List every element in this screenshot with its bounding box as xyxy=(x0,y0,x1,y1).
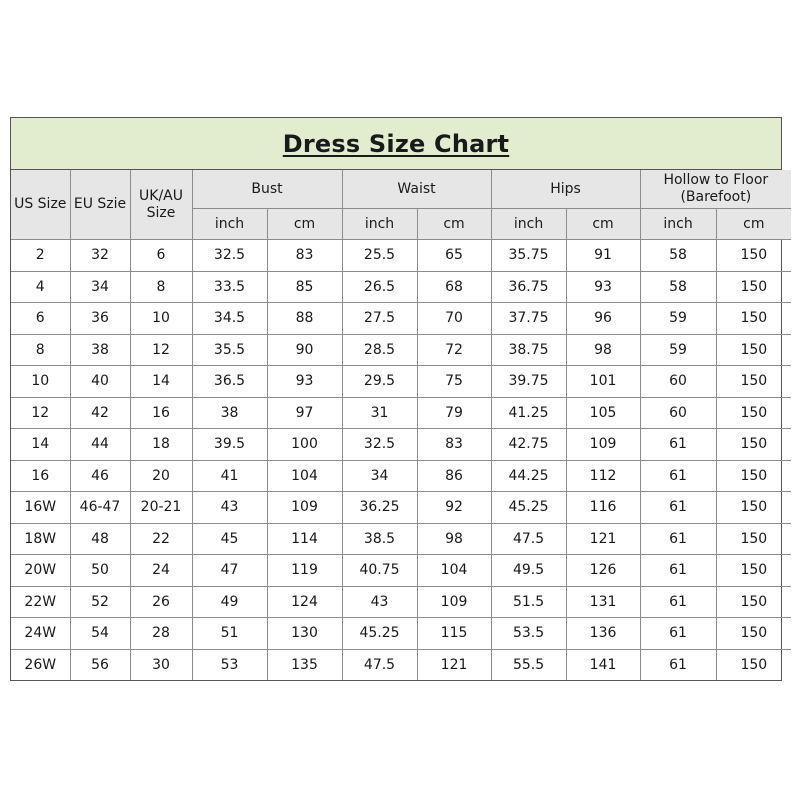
table-cell: 50 xyxy=(70,555,130,587)
table-cell: 26 xyxy=(130,586,192,618)
table-cell: 61 xyxy=(640,649,716,680)
table-cell: 150 xyxy=(716,334,791,366)
table-cell: 35.5 xyxy=(192,334,267,366)
header-hollow-line1: Hollow to Floor xyxy=(663,172,769,188)
table-cell: 49 xyxy=(192,586,267,618)
table-cell: 60 xyxy=(640,397,716,429)
table-cell: 8 xyxy=(11,334,70,366)
table-cell: 32.5 xyxy=(192,240,267,272)
table-cell: 124 xyxy=(267,586,342,618)
table-cell: 40.75 xyxy=(342,555,417,587)
table-cell: 41 xyxy=(192,460,267,492)
table-cell: 42.75 xyxy=(491,429,566,461)
table-cell: 72 xyxy=(417,334,491,366)
table-cell: 43 xyxy=(192,492,267,524)
header-us-size: US Size xyxy=(11,170,70,240)
table-cell: 58 xyxy=(640,240,716,272)
table-cell: 53.5 xyxy=(491,618,566,650)
table-cell: 4 xyxy=(11,271,70,303)
table-row xyxy=(11,240,791,272)
unit-header: inch xyxy=(192,209,267,240)
header-ukau-size xyxy=(130,170,192,240)
header-hollow-to-floor xyxy=(640,170,791,209)
table-cell: 60 xyxy=(640,366,716,398)
table-cell: 93 xyxy=(566,271,640,303)
unit-header: cm xyxy=(267,209,342,240)
table-cell: 105 xyxy=(566,397,640,429)
table-cell: 28 xyxy=(130,618,192,650)
table-cell: 38 xyxy=(70,334,130,366)
table-cell: 131 xyxy=(566,586,640,618)
table-cell: 55.5 xyxy=(491,649,566,680)
table-cell: 150 xyxy=(716,303,791,335)
table-cell: 14 xyxy=(130,366,192,398)
table-cell: 47.5 xyxy=(342,649,417,680)
table-row xyxy=(11,366,791,398)
table-cell: 56 xyxy=(70,649,130,680)
table-cell: 91 xyxy=(566,240,640,272)
table-cell: 141 xyxy=(566,649,640,680)
size-table xyxy=(11,170,791,680)
table-cell: 58 xyxy=(640,271,716,303)
table-cell: 116 xyxy=(566,492,640,524)
table-cell: 45.25 xyxy=(491,492,566,524)
table-cell: 44 xyxy=(70,429,130,461)
table-cell: 42 xyxy=(70,397,130,429)
unit-header: inch xyxy=(640,209,716,240)
table-cell: 88 xyxy=(267,303,342,335)
table-cell: 24W xyxy=(11,618,70,650)
table-cell: 16 xyxy=(130,397,192,429)
table-cell: 70 xyxy=(417,303,491,335)
header-ukau-line1: UK/AU xyxy=(139,187,183,204)
table-cell: 34 xyxy=(342,460,417,492)
table-cell: 150 xyxy=(716,271,791,303)
header-bust: Bust xyxy=(192,170,342,209)
table-cell: 24 xyxy=(130,555,192,587)
table-cell: 8 xyxy=(130,271,192,303)
table-cell: 6 xyxy=(11,303,70,335)
table-cell: 6 xyxy=(130,240,192,272)
table-cell: 39.5 xyxy=(192,429,267,461)
table-cell: 59 xyxy=(640,334,716,366)
table-cell: 28.5 xyxy=(342,334,417,366)
table-cell: 59 xyxy=(640,303,716,335)
table-cell: 150 xyxy=(716,366,791,398)
table-cell: 121 xyxy=(417,649,491,680)
table-cell: 75 xyxy=(417,366,491,398)
table-cell: 47.5 xyxy=(491,523,566,555)
table-cell: 96 xyxy=(566,303,640,335)
table-cell: 86 xyxy=(417,460,491,492)
table-row xyxy=(11,334,791,366)
table-cell: 54 xyxy=(70,618,130,650)
table-cell: 61 xyxy=(640,492,716,524)
table-cell: 83 xyxy=(267,240,342,272)
table-cell: 109 xyxy=(566,429,640,461)
table-cell: 26W xyxy=(11,649,70,680)
table-cell: 36 xyxy=(70,303,130,335)
table-cell: 41.25 xyxy=(491,397,566,429)
table-cell: 114 xyxy=(267,523,342,555)
table-cell: 68 xyxy=(417,271,491,303)
table-cell: 22W xyxy=(11,586,70,618)
table-cell: 150 xyxy=(716,429,791,461)
table-cell: 36.5 xyxy=(192,366,267,398)
table-cell: 121 xyxy=(566,523,640,555)
table-row xyxy=(11,397,791,429)
table-cell: 48 xyxy=(70,523,130,555)
table-cell: 47 xyxy=(192,555,267,587)
table-cell: 16W xyxy=(11,492,70,524)
table-cell: 104 xyxy=(267,460,342,492)
table-cell: 25.5 xyxy=(342,240,417,272)
table-cell: 37.75 xyxy=(491,303,566,335)
table-cell: 150 xyxy=(716,240,791,272)
table-cell: 130 xyxy=(267,618,342,650)
table-cell: 109 xyxy=(417,586,491,618)
table-row xyxy=(11,303,791,335)
table-cell: 14 xyxy=(11,429,70,461)
unit-header: inch xyxy=(342,209,417,240)
table-row xyxy=(11,492,791,524)
table-cell: 32 xyxy=(70,240,130,272)
table-cell: 150 xyxy=(716,618,791,650)
table-cell: 32.5 xyxy=(342,429,417,461)
table-cell: 65 xyxy=(417,240,491,272)
table-cell: 40 xyxy=(70,366,130,398)
table-cell: 61 xyxy=(640,429,716,461)
table-cell: 112 xyxy=(566,460,640,492)
title-bar xyxy=(11,118,781,170)
table-cell: 31 xyxy=(342,397,417,429)
table-cell: 52 xyxy=(70,586,130,618)
table-cell: 101 xyxy=(566,366,640,398)
table-cell: 61 xyxy=(640,523,716,555)
table-row xyxy=(11,586,791,618)
table-cell: 10 xyxy=(11,366,70,398)
table-cell: 45 xyxy=(192,523,267,555)
table-cell: 119 xyxy=(267,555,342,587)
table-cell: 20-21 xyxy=(130,492,192,524)
unit-header: cm xyxy=(417,209,491,240)
table-cell: 18W xyxy=(11,523,70,555)
table-cell: 150 xyxy=(716,555,791,587)
table-cell: 104 xyxy=(417,555,491,587)
table-cell: 135 xyxy=(267,649,342,680)
table-cell: 26.5 xyxy=(342,271,417,303)
unit-header: cm xyxy=(716,209,791,240)
table-cell: 61 xyxy=(640,555,716,587)
header-hips: Hips xyxy=(491,170,640,209)
table-row xyxy=(11,271,791,303)
table-cell: 20W xyxy=(11,555,70,587)
table-cell: 150 xyxy=(716,460,791,492)
table-cell: 34 xyxy=(70,271,130,303)
table-cell: 53 xyxy=(192,649,267,680)
table-cell: 85 xyxy=(267,271,342,303)
table-cell: 150 xyxy=(716,649,791,680)
table-cell: 33.5 xyxy=(192,271,267,303)
table-row xyxy=(11,460,791,492)
unit-header: cm xyxy=(566,209,640,240)
unit-header: inch xyxy=(491,209,566,240)
table-cell: 79 xyxy=(417,397,491,429)
table-cell: 35.75 xyxy=(491,240,566,272)
table-cell: 150 xyxy=(716,586,791,618)
table-cell: 16 xyxy=(11,460,70,492)
table-cell: 10 xyxy=(130,303,192,335)
table-cell: 150 xyxy=(716,397,791,429)
table-cell: 39.75 xyxy=(491,366,566,398)
table-cell: 115 xyxy=(417,618,491,650)
table-cell: 38.5 xyxy=(342,523,417,555)
table-cell: 126 xyxy=(566,555,640,587)
table-cell: 98 xyxy=(417,523,491,555)
table-cell: 109 xyxy=(267,492,342,524)
table-cell: 83 xyxy=(417,429,491,461)
table-cell: 44.25 xyxy=(491,460,566,492)
table-cell: 43 xyxy=(342,586,417,618)
table-cell: 61 xyxy=(640,586,716,618)
header-hollow-line2: (Barefoot) xyxy=(680,189,752,205)
header-ukau-line2: Size xyxy=(146,204,176,221)
table-cell: 27.5 xyxy=(342,303,417,335)
table-cell: 45.25 xyxy=(342,618,417,650)
table-cell: 20 xyxy=(130,460,192,492)
table-cell: 136 xyxy=(566,618,640,650)
table-cell: 2 xyxy=(11,240,70,272)
table-cell: 100 xyxy=(267,429,342,461)
header-waist: Waist xyxy=(342,170,491,209)
table-row xyxy=(11,618,791,650)
table-row xyxy=(11,649,791,680)
table-cell: 61 xyxy=(640,460,716,492)
table-cell: 22 xyxy=(130,523,192,555)
table-cell: 46-47 xyxy=(70,492,130,524)
table-cell: 150 xyxy=(716,523,791,555)
table-cell: 36.75 xyxy=(491,271,566,303)
table-cell: 12 xyxy=(130,334,192,366)
size-chart xyxy=(10,117,782,681)
table-cell: 90 xyxy=(267,334,342,366)
table-cell: 150 xyxy=(716,492,791,524)
table-cell: 46 xyxy=(70,460,130,492)
table-cell: 93 xyxy=(267,366,342,398)
table-cell: 61 xyxy=(640,618,716,650)
table-row xyxy=(11,555,791,587)
table-cell: 36.25 xyxy=(342,492,417,524)
table-cell: 38.75 xyxy=(491,334,566,366)
table-cell: 92 xyxy=(417,492,491,524)
table-body xyxy=(11,240,791,681)
chart-title: Dress Size Chart xyxy=(282,129,510,158)
table-cell: 29.5 xyxy=(342,366,417,398)
table-cell: 49.5 xyxy=(491,555,566,587)
table-cell: 51 xyxy=(192,618,267,650)
header-eu-size: EU Szie xyxy=(70,170,130,240)
table-cell: 18 xyxy=(130,429,192,461)
table-cell: 38 xyxy=(192,397,267,429)
table-cell: 97 xyxy=(267,397,342,429)
table-row xyxy=(11,429,791,461)
table-cell: 12 xyxy=(11,397,70,429)
table-cell: 98 xyxy=(566,334,640,366)
table-cell: 30 xyxy=(130,649,192,680)
table-cell: 51.5 xyxy=(491,586,566,618)
table-row xyxy=(11,523,791,555)
table-header xyxy=(11,170,791,240)
table-cell: 34.5 xyxy=(192,303,267,335)
